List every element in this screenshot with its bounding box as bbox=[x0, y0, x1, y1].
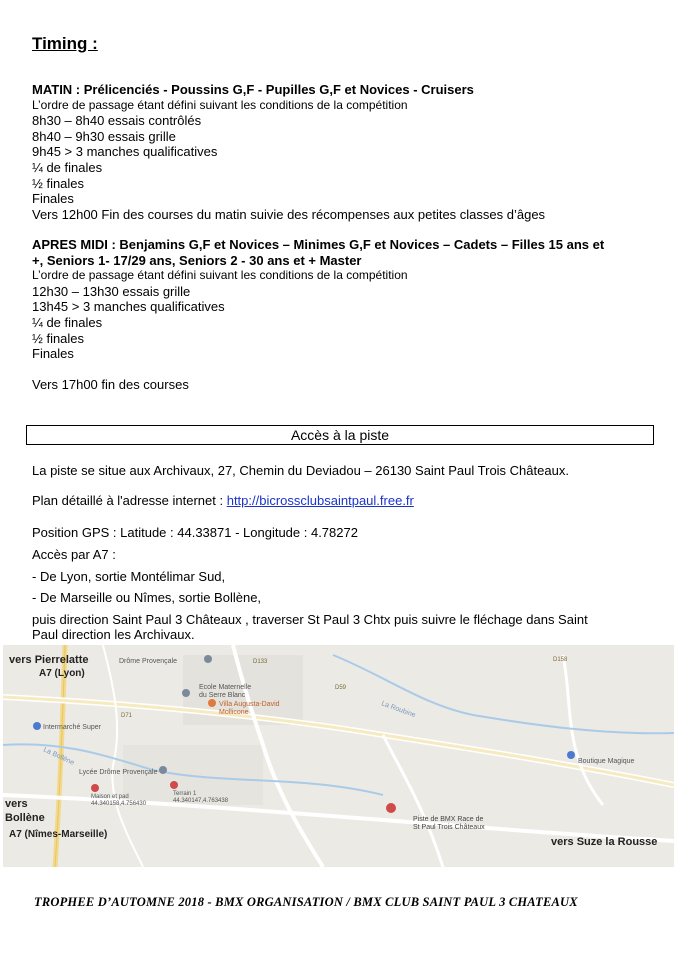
poi-ecole-2: du Serre Blanc bbox=[199, 692, 246, 699]
afternoon-heading-line-2: +, Seniors 1- 17/29 ans, Seniors 2 - 30 ans et + Master bbox=[32, 252, 362, 268]
directions-line-1: puis direction Saint Paul 3 Châteaux , traverser St Paul 3 Chtx puis suivre le fléchage dans Saint bbox=[32, 612, 588, 627]
schedule-line: ½ finales bbox=[32, 175, 85, 191]
schedule-line: Finales bbox=[32, 191, 74, 207]
poi-drome: Drôme Provençale bbox=[119, 658, 177, 665]
map-label-suze: vers Suze la Rousse bbox=[551, 836, 658, 848]
map-label-vers: vers bbox=[5, 798, 28, 810]
road-label: La Roubine bbox=[380, 700, 417, 720]
morning-note: L’ordre de passage étant défini suivant les conditions de la compétition bbox=[32, 97, 408, 112]
map-marker bbox=[204, 655, 212, 663]
schedule-line: ¼ de finales bbox=[32, 159, 103, 175]
map-marker bbox=[170, 781, 178, 789]
poi-maison-2: 44.340158,4.756430 bbox=[91, 801, 147, 807]
road-label: D133 bbox=[253, 659, 268, 665]
a7-access-text: Accès par A7 : bbox=[32, 547, 116, 562]
schedule-line: ¼ de finales bbox=[32, 314, 103, 330]
footer-text: TROPHEE D’AUTOMNE 2018 - BMX ORGANISATION / BMX CLUB SAINT PAUL 3 CHATEAUX bbox=[34, 895, 578, 909]
poi-intermarche: Intermarché Super bbox=[43, 724, 101, 731]
morning-section bbox=[32, 82, 545, 222]
road-label: D59 bbox=[335, 685, 347, 691]
poi-boutique: Boutique Magique bbox=[578, 758, 635, 765]
map-label-nimes: A7 (Nîmes-Marseille) bbox=[9, 829, 108, 840]
afternoon-heading-line-1: APRES MIDI : Benjamins G,F et Novices – Minimes G,F et Novices – Cadets – Filles 15 ans et bbox=[32, 237, 605, 252]
access-map[interactable] bbox=[3, 645, 674, 867]
poi-villa-2: Mollicone bbox=[219, 709, 249, 716]
morning-heading: MATIN : Prélicenciés - Poussins G,F - Pupilles G,F et Novices - Cruisers bbox=[32, 82, 474, 97]
plan-line bbox=[32, 493, 414, 508]
afternoon-note: L’ordre de passage étant défini suivant les conditions de la compétition bbox=[32, 268, 408, 283]
schedule-line: 13h45 > 3 manches qualificatives bbox=[32, 299, 225, 315]
map-marker bbox=[91, 784, 99, 792]
access-header-box: Accès à la piste bbox=[26, 425, 654, 445]
road-label: La Bollène bbox=[42, 746, 76, 767]
map-marker bbox=[208, 699, 216, 707]
afternoon-section bbox=[32, 237, 604, 393]
plan-link[interactable]: http://bicrossclubsaintpaul.free.fr bbox=[226, 493, 414, 508]
poi-maison-1: Maison et pad bbox=[91, 794, 129, 800]
afternoon-end: Vers 17h00 fin des courses bbox=[32, 377, 189, 393]
gps-text: Position GPS : Latitude : 44.33871 - Longitude : 4.78272 bbox=[32, 525, 358, 540]
schedule-line: 9h45 > 3 manches qualificatives bbox=[32, 144, 218, 160]
map-label-pierrelatte: vers Pierrelatte bbox=[9, 654, 89, 666]
map-marker bbox=[159, 766, 167, 774]
map-label-bollene: Bollène bbox=[5, 812, 45, 824]
poi-terrain-1: Terrain 1 bbox=[173, 791, 197, 797]
poi-bmx-1: Piste de BMX Race de bbox=[413, 816, 484, 823]
from-lyon-text: - De Lyon, sortie Montélimar Sud, bbox=[32, 569, 226, 584]
schedule-line: 8h40 – 9h30 essais grille bbox=[32, 128, 176, 144]
road-label: D71 bbox=[121, 713, 133, 719]
poi-villa-1: Villa Augusta-David bbox=[219, 701, 280, 708]
bmx-track-marker bbox=[386, 803, 396, 813]
schedule-line: Vers 12h00 Fin des courses du matin suivie des récompenses aux petites classes d’âges bbox=[32, 206, 546, 222]
address-text: La piste se situe aux Archivaux, 27, Chemin du Deviadou – 26130 Saint Paul Trois Châteaux. bbox=[32, 463, 569, 478]
map-marker bbox=[567, 751, 575, 759]
from-marseille-text: - De Marseille ou Nîmes, sortie Bollène, bbox=[32, 590, 262, 605]
schedule-line: Finales bbox=[32, 346, 74, 362]
poi-bmx-2: St Paul Trois Châteaux bbox=[413, 824, 485, 831]
map-marker bbox=[33, 722, 41, 730]
road-label: D158 bbox=[553, 657, 568, 663]
page-title: Timing : bbox=[32, 34, 98, 53]
poi-lycee: Lycée Drôme Provençale bbox=[79, 769, 158, 776]
schedule-line: 8h30 – 8h40 essais contrôlés bbox=[32, 113, 202, 129]
map-marker bbox=[182, 689, 190, 697]
schedule-line: 12h30 – 13h30 essais grille bbox=[32, 283, 191, 299]
plan-prefix: Plan détaillé à l'adresse internet : bbox=[32, 493, 227, 508]
poi-terrain-2: 44.340147,4.763438 bbox=[173, 798, 229, 804]
schedule-line: ½ finales bbox=[32, 330, 85, 346]
map-label-lyon: A7 (Lyon) bbox=[39, 668, 85, 679]
poi-ecole-1: Ecole Maternelle bbox=[199, 684, 252, 691]
directions-line-2: Paul direction les Archivaux. bbox=[32, 627, 195, 642]
